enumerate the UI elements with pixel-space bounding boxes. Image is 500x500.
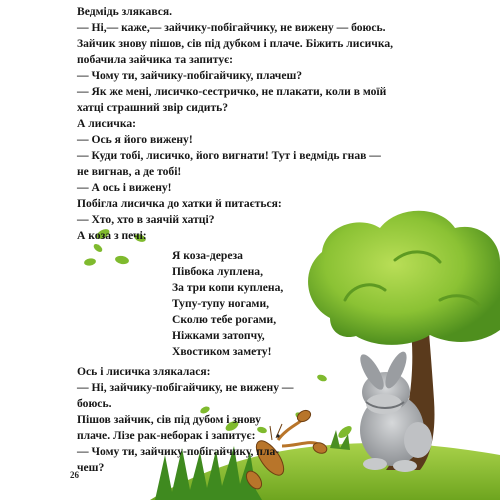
text-line: — Ні, зайчику-побігайчику, не вижену — [77,381,294,394]
text-line: А лисичка: [77,117,136,130]
text-line: — Чому ти, зайчику-побігайчику, плачеш? [77,69,303,82]
text-line: — Ні,— каже,— зайчику-побігайчику, не вижену — боюсь. [77,21,386,34]
poem-line: Сколю тебе рогами, [172,313,277,326]
poem-line: Півбока луплена, [172,265,263,278]
poem-line: Хвостиком замету! [172,345,272,358]
text-line: чеш? [77,461,105,474]
text-line: — Куди тобі, лисичко, його вигнати! Тут і ведмідь гнав — [77,149,381,162]
text-line: не вигнав, а де тобі! [77,165,182,178]
text-line: Побігла лисичка до хатки й питається: [77,197,282,210]
text-line: побачила зайчика та запитує: [77,53,233,66]
text-line: — А ось і вижену! [77,181,172,194]
text-line: Зайчик знову пішов, сів під дубком і плаче. Біжить лисичка, [77,37,394,50]
text-line: Пішов зайчик, сів під дубом і знову [77,413,261,426]
text-line: плаче. Лізе рак-неборак і запитує: [77,429,256,442]
text-line: — Як же мені, лисичко-сестричко, не плакати, коли в моїй [77,85,387,98]
text-line: Ось і лисичка злякалася: [77,365,211,378]
poem-line: За три копи куплена, [172,281,284,294]
poem-line: Ніжками затопчу, [172,329,265,342]
text-line: Ведмідь злякався. [77,5,173,18]
text-line: хатці страшний звір сидить? [77,101,229,114]
text-line: — Хто, хто в заячій хатці? [77,213,215,226]
poem-line: Я коза-дереза [172,249,243,262]
poem-line: Тупу-тупу ногами, [172,297,270,310]
text-line: — Чому ти, зайчику-побігайчику, пла- [77,445,280,458]
text-line: А коза з печі: [77,229,147,242]
page-number: 26 [70,470,79,480]
text-line: — Ось я його вижену! [77,133,193,146]
text-line: боюсь. [77,397,112,410]
